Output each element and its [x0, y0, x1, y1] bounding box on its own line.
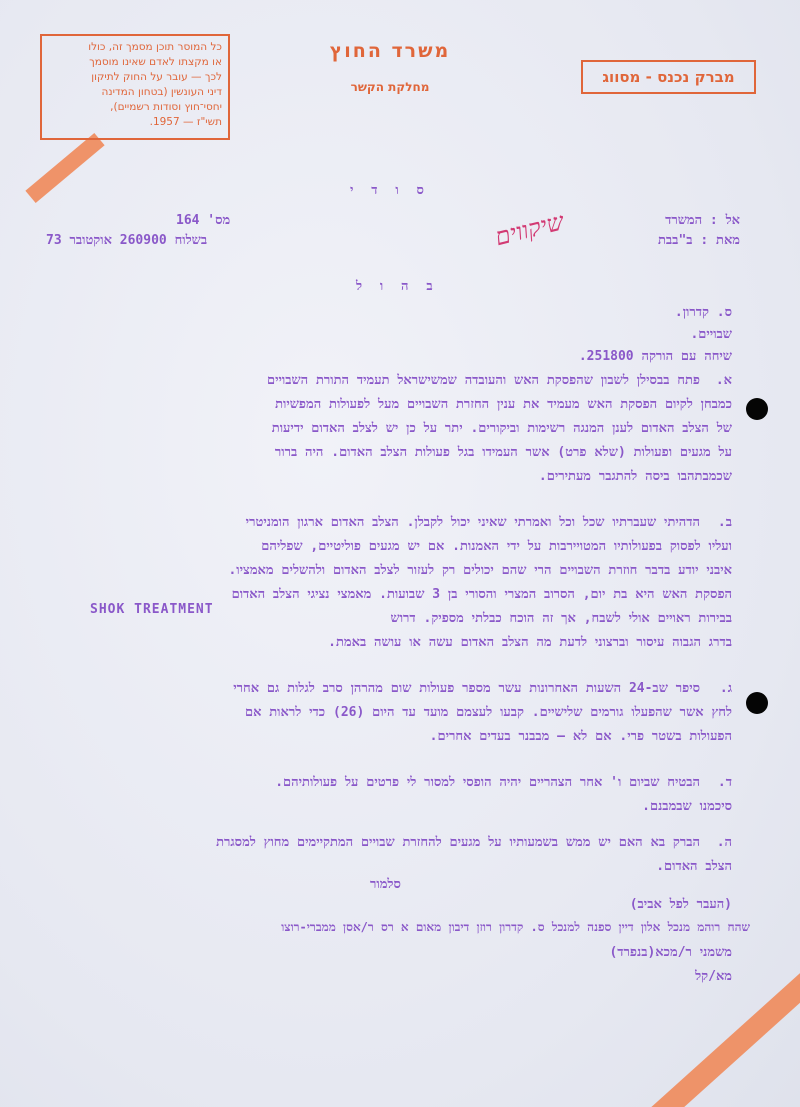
paragraph-c-line: סיפר שב-24 השעות האחרונות עשר מספר פעולות שום מהרהן סרב לגלות גם אחרי — [233, 681, 700, 696]
paragraph-b-line: איבני יודע בדבר חוזרת השבויים הרי שהם יכולים רק לעזור לצלב האדום ולהשלים מאמציו. — [228, 563, 732, 578]
paragraph-label-d: ד. — [717, 775, 732, 790]
paragraph-b-line: הפסקת האש היא בת יום, הסרוב המצרי והסורי בן 3 שבועות. מאמצי נציגי הצלב האדום — [231, 587, 732, 602]
distribution-line: משמני ר/מכא(בנפרד) — [609, 945, 732, 960]
classification-stamp: מברק נכנס - מסווג — [581, 60, 756, 94]
paragraph-b-line: בבירות ראויים אולי לשבח, אך זה הוכח כבלתי מספיק. דרוש — [390, 611, 732, 626]
paragraph-a-line: פתח בבסילן לשבון שהפסקת האש והעובדה שמשישראל תעמיד התורת השבויים — [266, 373, 700, 388]
paragraph-b-line: ועליו לפסוק בפעולותיו המטויירבות על ידי האמנות. אם יש מגעים פוליטיים, שפליהם — [261, 539, 732, 554]
warning-line: לכך — עובר על החוק לתיקון — [91, 71, 222, 83]
warning-line: יחסי־חוץ וסודות רשמיים), — [110, 101, 222, 113]
distribution-line: מא/קל — [695, 969, 732, 984]
paragraph-label-c: ג. — [719, 681, 732, 696]
classification-heading: ס ו ד י — [350, 183, 429, 198]
paragraph-c-line: הפעולות בשטר פרי. אם לא — מבבנר בעדים אחרים. — [429, 729, 732, 744]
warning-line: תשי"ז — 1957. — [149, 116, 222, 128]
paragraph-label-b: ב. — [717, 515, 732, 530]
paragraph-e-line: הצלב האדום. — [656, 859, 732, 874]
ministry-department: מחלקת הקשר — [350, 80, 430, 94]
paragraph-e-line: הברק בא האם יש ממש בשמעותיו על מגעים להחזרת שבויים המתקיימים מחוץ למסגרת — [216, 835, 700, 850]
message-number: מס' 164 — [176, 213, 231, 228]
paragraph-a-line: כמבחן לקיום הפסקת האש מעמיד את ענין החזרת השבויים מעל לפעולות המפשיות — [275, 397, 732, 412]
forward-line: (העבר לפל אביב) — [629, 897, 732, 912]
from-line: מאת : ב"בבת — [657, 233, 740, 248]
paragraph-d-line: הבטיח שביום ו' אחר הצהריים יהיה הופסי למסור לי פרטים על פעולותיהם. — [275, 775, 700, 790]
paragraph-c-line: לחץ אשר שהפעלו גורמים שלישיים. קבעו לעצמם מועד עד היום (26) כדי לראות אם — [244, 705, 732, 720]
punch-hole — [746, 398, 768, 420]
paragraph-b-line: הדהיתי שעברתיו שכל וכל ואמרתי שאיני יכול לקבלן. הצלב האדום ארגון הומניטרי — [245, 515, 700, 530]
to-line: אל : המשרד — [665, 213, 740, 228]
paragraph-b-line: בדרג הגבוה עיסור וברצוני לדעת מה הצלב האדום עשה או עושה באמת. — [328, 635, 732, 650]
paragraph-a-line: שכמבתהבו ביסה להתגבר מעתירים. — [538, 469, 732, 484]
english-phrase: SHOK TREATMENT — [90, 602, 214, 617]
corner-stripe-top — [25, 133, 104, 203]
warning-line: כל המוסר תוכן מסמך זה, כולו — [88, 41, 222, 53]
paragraph-a-line: על מגעים ופעולות (שלא פרט) אשר העמידו בגל פעולות הצלב האדום. היה ברור — [274, 445, 732, 460]
warning-line: דיני העונשין (בטחון המדינה — [101, 86, 222, 98]
ministry-title: משרד החוץ — [329, 40, 451, 62]
handwritten-note: שיקווים — [492, 207, 567, 252]
punch-hole — [746, 692, 768, 714]
distribution-line: שהח רוהמ מנכל אלון דיין ספנה למנכל ס. קדרון רוזן דיבון מאום א רס ר/אסן ממברי-רוצו — [281, 920, 750, 934]
urgency-heading: ב ה ו ל — [356, 279, 438, 294]
addressee-line: ס. קדרון. — [674, 305, 732, 320]
paragraph-label-e: ה. — [716, 835, 732, 850]
addressee-line: שבויים. — [690, 327, 732, 342]
addressee-line: שיחה עם הורקה 251800. — [578, 349, 732, 364]
signature: סלמור — [370, 877, 401, 892]
legal-warning-box — [40, 34, 230, 140]
paragraph-d-line: סיכמנו שבמבנם. — [642, 799, 732, 814]
sent-time: בשלוח 260900 אוקטובר 73 — [46, 233, 208, 248]
paragraph-label-a: א. — [715, 373, 732, 388]
paragraph-a-line: של הצלב האדום לענן המנגה רשימות וביקורים. יתר על כן יש לצלב האדום ידיעות — [271, 421, 732, 436]
warning-line: או מקצתו לאדם שאינו מוסמך — [89, 56, 222, 68]
